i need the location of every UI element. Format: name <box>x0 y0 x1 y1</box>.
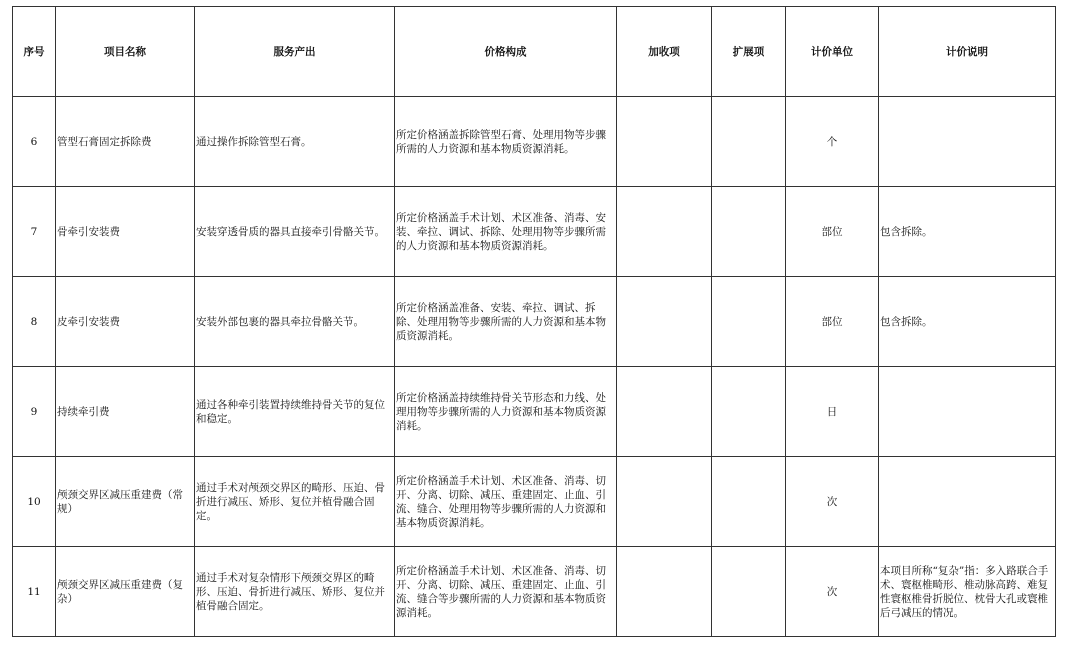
cell-extension <box>712 277 786 367</box>
cell-extension <box>712 97 786 187</box>
header-output: 服务产出 <box>195 7 395 97</box>
cell-surcharge <box>617 97 712 187</box>
header-no: 序号 <box>13 7 56 97</box>
cell-composition: 所定价格涵盖准备、安装、牵拉、调试、拆除、处理用物等步骤所需的人力资源和基本物质资源消耗。 <box>395 277 617 367</box>
cell-name: 持续牵引费 <box>56 367 195 457</box>
header-name: 项目名称 <box>56 7 195 97</box>
header-note: 计价说明 <box>879 7 1056 97</box>
cell-name: 皮牵引安装费 <box>56 277 195 367</box>
cell-extension <box>712 187 786 277</box>
cell-no: 11 <box>13 547 56 637</box>
pricing-table-container <box>12 6 1056 637</box>
cell-composition: 所定价格涵盖手术计划、术区准备、消毒、安装、牵拉、调试、拆除、处理用物等步骤所需的人力资源和基本物质资源消耗。 <box>395 187 617 277</box>
cell-name: 骨牵引安装费 <box>56 187 195 277</box>
table-row <box>13 547 1056 637</box>
cell-unit: 部位 <box>786 277 879 367</box>
pricing-table <box>12 6 1056 637</box>
header-surcharge: 加收项 <box>617 7 712 97</box>
cell-note: 本项目所称“复杂”指：多入路联合手术、寰枢椎畸形、椎动脉高跨、难复性寰枢椎骨折脱位、枕骨大孔或寰椎后弓减压的情况。 <box>879 547 1056 637</box>
cell-extension <box>712 547 786 637</box>
table-row <box>13 97 1056 187</box>
cell-composition: 所定价格涵盖拆除管型石膏、处理用物等步骤所需的人力资源和基本物质资源消耗。 <box>395 97 617 187</box>
cell-note <box>879 97 1056 187</box>
cell-output: 安装外部包裹的器具牵拉骨骼关节。 <box>195 277 395 367</box>
cell-composition: 所定价格涵盖手术计划、术区准备、消毒、切开、分离、切除、减压、重建固定、止血、引流、缝合、处理用物等步骤所需的人力资源和基本物质资源消耗。 <box>395 457 617 547</box>
table-row <box>13 457 1056 547</box>
cell-no: 9 <box>13 367 56 457</box>
cell-unit: 次 <box>786 457 879 547</box>
header-unit: 计价单位 <box>786 7 879 97</box>
header-extension: 扩展项 <box>712 7 786 97</box>
cell-name: 颅颈交界区减压重建费（复杂） <box>56 547 195 637</box>
cell-note: 包含拆除。 <box>879 187 1056 277</box>
cell-output: 安装穿透骨质的器具直接牵引骨骼关节。 <box>195 187 395 277</box>
cell-surcharge <box>617 457 712 547</box>
cell-unit: 日 <box>786 367 879 457</box>
cell-composition: 所定价格涵盖持续维持骨关节形态和力线、处理用物等步骤所需的人力资源和基本物质资源消耗。 <box>395 367 617 457</box>
cell-surcharge <box>617 547 712 637</box>
cell-output: 通过手术对颅颈交界区的畸形、压迫、骨折进行减压、矫形、复位并植骨融合固定。 <box>195 457 395 547</box>
cell-output: 通过操作拆除管型石膏。 <box>195 97 395 187</box>
cell-name: 颅颈交界区减压重建费（常规） <box>56 457 195 547</box>
cell-no: 6 <box>13 97 56 187</box>
table-row <box>13 367 1056 457</box>
cell-note: 包含拆除。 <box>879 277 1056 367</box>
cell-note <box>879 457 1056 547</box>
cell-output: 通过手术对复杂情形下颅颈交界区的畸形、压迫、骨折进行减压、矫形、复位并植骨融合固定。 <box>195 547 395 637</box>
table-row <box>13 187 1056 277</box>
cell-note <box>879 367 1056 457</box>
table-header-row <box>13 7 1056 97</box>
cell-surcharge <box>617 277 712 367</box>
cell-no: 7 <box>13 187 56 277</box>
cell-unit: 个 <box>786 97 879 187</box>
table-row <box>13 277 1056 367</box>
header-composition: 价格构成 <box>395 7 617 97</box>
cell-unit: 部位 <box>786 187 879 277</box>
cell-extension <box>712 457 786 547</box>
cell-extension <box>712 367 786 457</box>
cell-no: 8 <box>13 277 56 367</box>
cell-unit: 次 <box>786 547 879 637</box>
cell-composition: 所定价格涵盖手术计划、术区准备、消毒、切开、分离、切除、减压、重建固定、止血、引流、缝合等步骤所需的人力资源和基本物质资源消耗。 <box>395 547 617 637</box>
cell-no: 10 <box>13 457 56 547</box>
cell-output: 通过各种牵引装置持续维持骨关节的复位和稳定。 <box>195 367 395 457</box>
cell-surcharge <box>617 187 712 277</box>
cell-surcharge <box>617 367 712 457</box>
cell-name: 管型石膏固定拆除费 <box>56 97 195 187</box>
